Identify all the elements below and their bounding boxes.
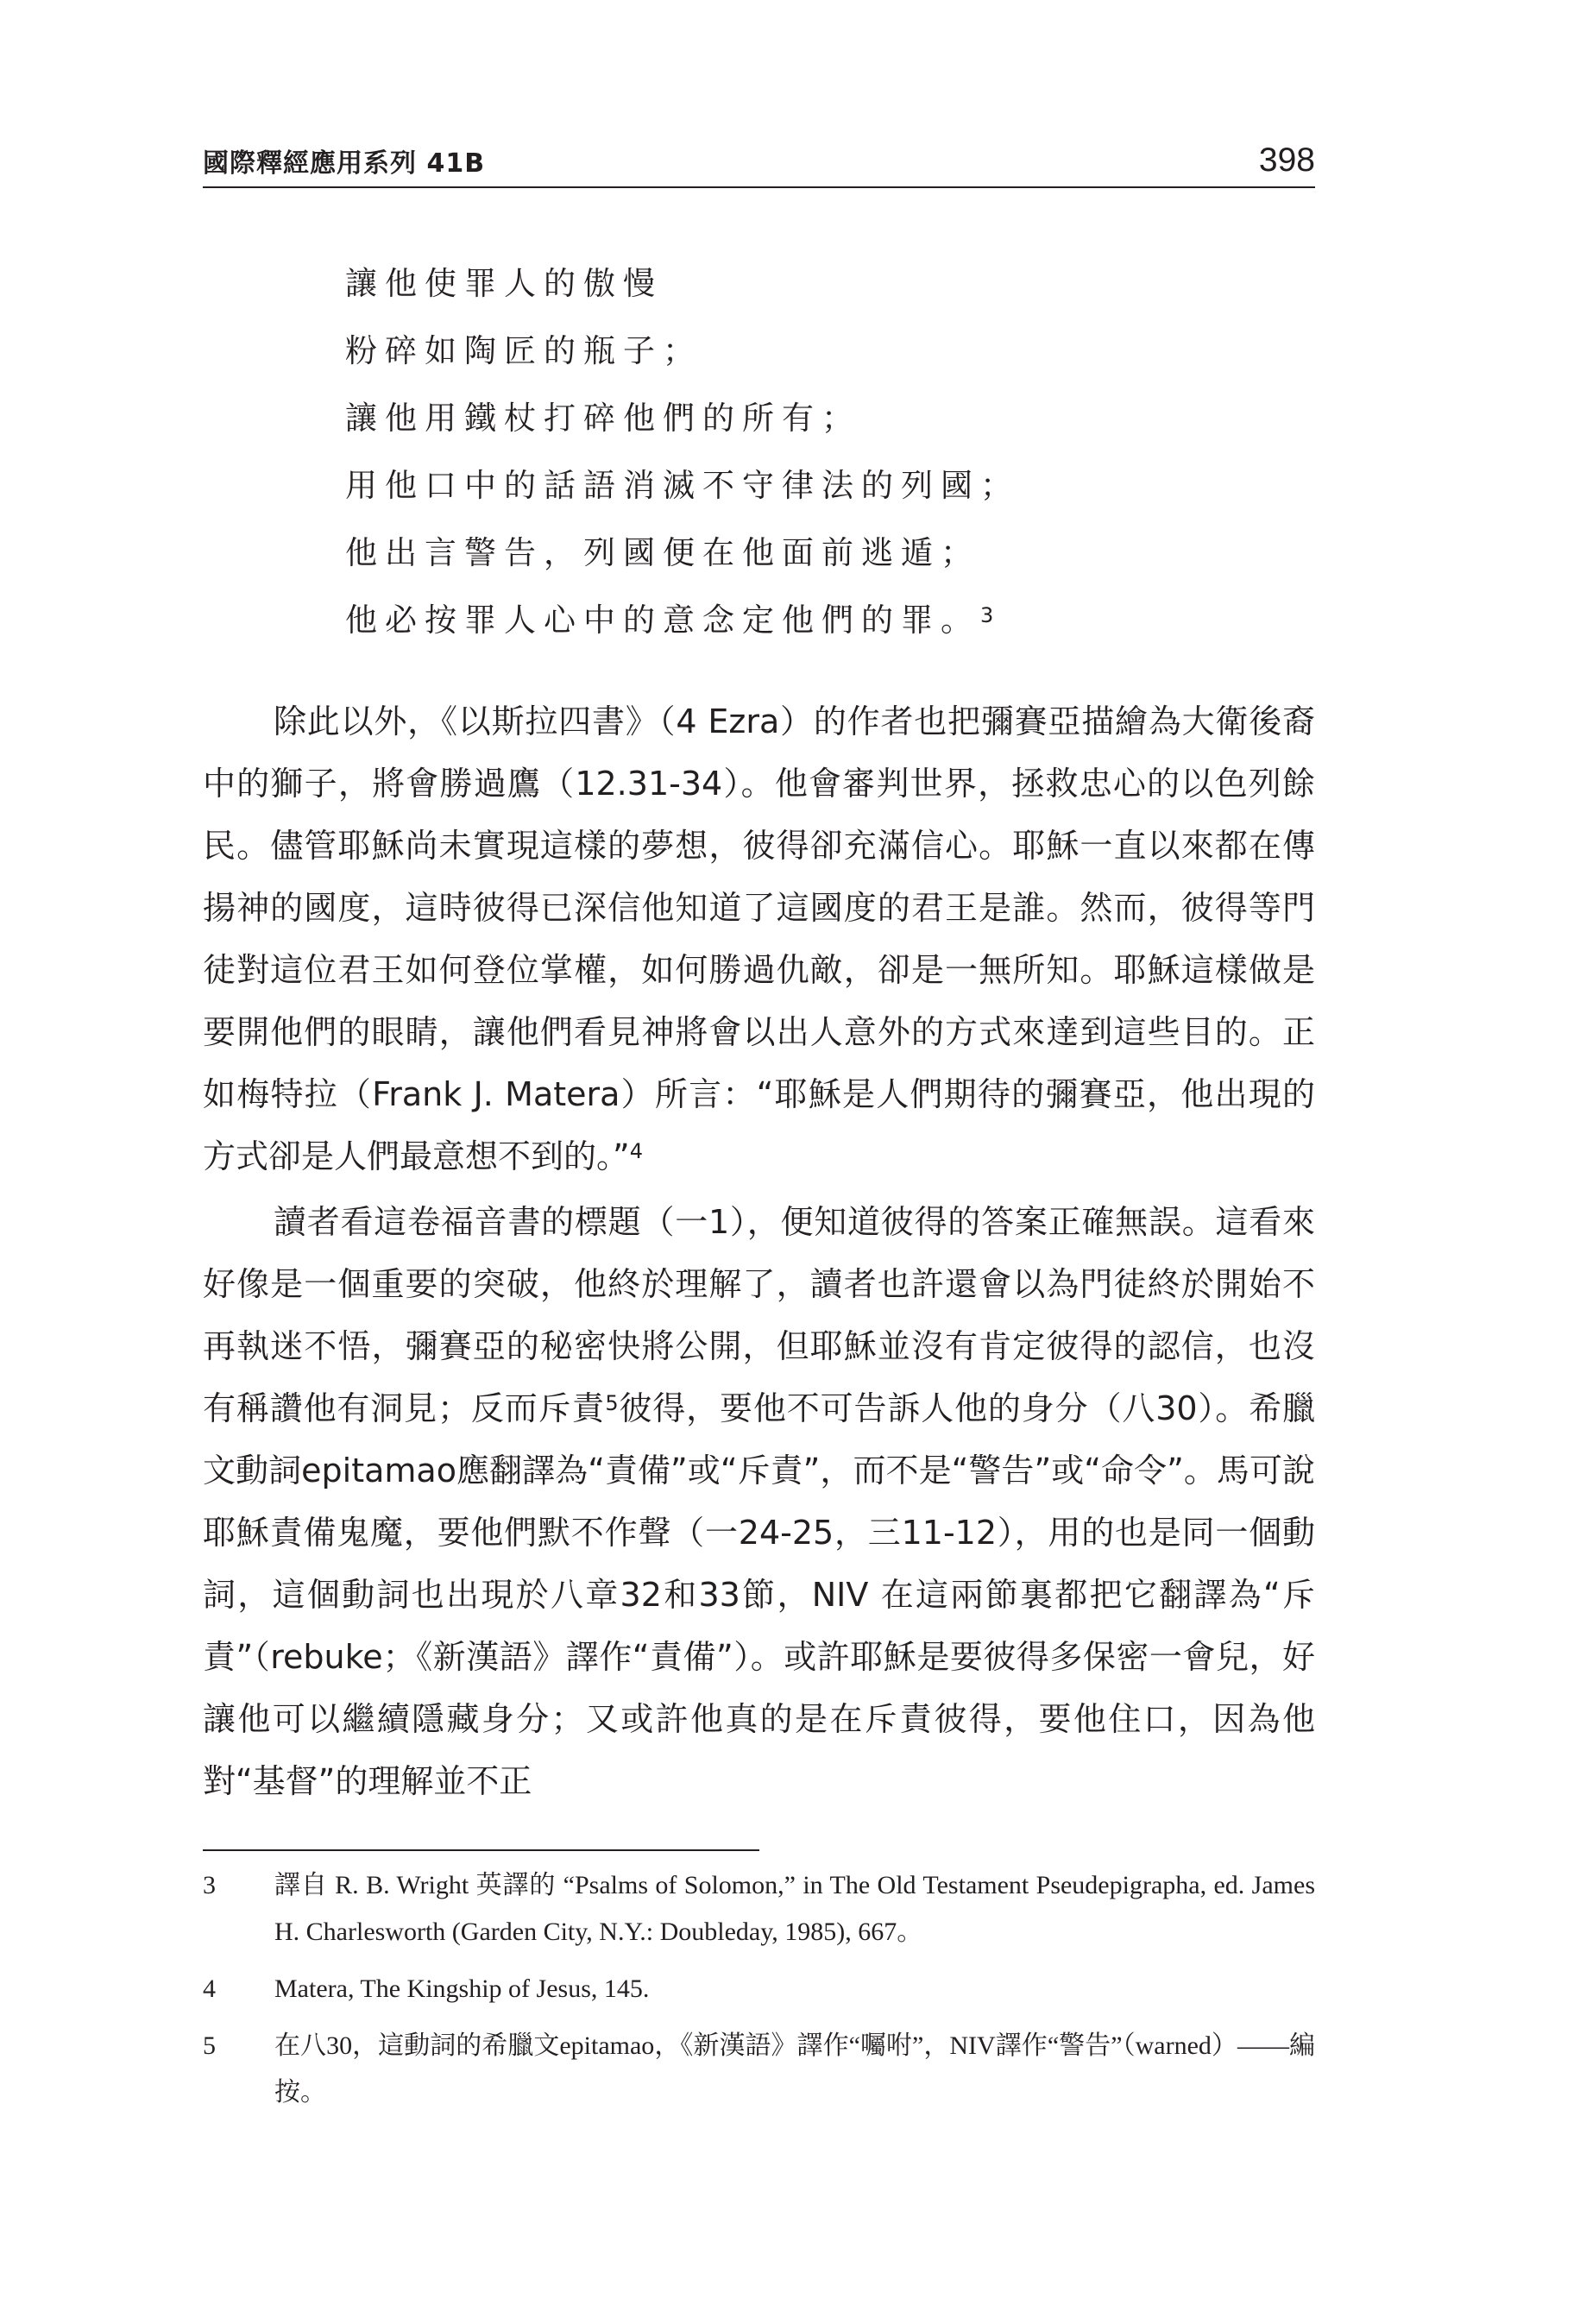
poem-line: 讓他用鐵杖打碎他們的所有； — [345, 400, 861, 437]
paragraph-1-text: 除此以外，《以斯拉四書》（4 Ezra）的作者也把彌賽亞描繪為大衛後裔中的獅子，將會勝過鷹（12.31-34）。他會審判世界，拯救忠心的以色列餘民。儘管耶穌尚未實現這樣的夢想，彼得卻充滿信心。耶穌一直以來都在傳揚神的國度，這時彼得已深信他知道了這國度的君王是誰。然而，彼得等門徒對這位君王如何登位掌權，如何勝過仇敵，卻是一無所知。耶穌這樣做是要開他們的眼睛，讓他們看見神將會以出人意外的方式來達到這些目的。正如梅特拉（Frank J. Matera）所言：“耶穌是人們期待的彌賽亞，他出現的方式卻是人們最意想不到的。” — [203, 702, 1315, 1175]
poem-line-last — [345, 587, 1020, 654]
footnote-ref-4[interactable]: 4 — [629, 1139, 643, 1163]
poem-line: 讓他使罪人的傲慢 — [345, 265, 663, 302]
footnote-number: 4 — [203, 1974, 216, 2003]
footnote-number: 5 — [203, 2031, 216, 2060]
series-title: 國際釋經應用系列 41B — [203, 148, 486, 179]
footnote-text: Matera, The Kingship of Jesus, 145. — [274, 1974, 650, 2003]
paragraph-1 — [203, 690, 1315, 1187]
body-text — [203, 690, 1315, 1812]
footnote-divider — [203, 1849, 759, 1851]
footnote-text: 在八30，這動詞的希臘文epitamao，《新漢語》譯作“囑咐”，NIV譯作“警告”（warned）——編按。 — [274, 2031, 1315, 2107]
paragraph-2-text-b: 彼得，要他不可告訴人他的身分（八30）。希臘文動詞epitamao應翻譯為“責備”或“斥責”，而不是“警告”或“命令”。馬可說耶穌責備鬼魔，要他們默不作聲（一24-25，三11-12），用的也是同一個動詞，這個動詞也出現於八章32和33節，NIV 在這兩節裏都把它翻譯為“斥責”（rebuke；《新漢語》譯作“責備”）。或許耶穌是要彼得多保密一會兒，好讓他可以繼續隱藏身分；又或許他真的是在斥責彼得，要他住口，因為他對“基督”的理解並不正 — [203, 1389, 1315, 1800]
poem-quotation — [345, 250, 1020, 654]
page-number: 398 — [1258, 142, 1315, 179]
footnote-ref-3[interactable]: 3 — [980, 603, 1002, 627]
footnote-3 — [203, 1862, 1315, 1956]
footnote-ref-5[interactable]: 5 — [605, 1391, 619, 1415]
footnote-5 — [203, 2023, 1315, 2116]
poem-line: 粉碎如陶匠的瓶子； — [345, 332, 702, 369]
poem-line: 他出言警告，列國便在他面前逃遁； — [345, 534, 980, 571]
paragraph-2 — [203, 1191, 1315, 1812]
footnotes — [203, 1862, 1315, 2126]
footnote-number: 3 — [203, 1871, 216, 1899]
running-header — [203, 136, 1315, 188]
poem-line-text: 他必按罪人心中的意念定他們的罪。 — [345, 601, 980, 639]
paragraph-2-text-a: 讀者看這卷福音書的標題（一1），便知道彼得的答案正確無誤。這看來好像是一個重要的突破，他終於理解了，讀者也許還會以為門徒終於開始不再執迷不悟，彌賽亞的秘密快將公開，但耶穌並沒有肯定彼得的認信，也沒有稱讚他有洞見；反而斥責 — [203, 1203, 1315, 1427]
footnote-text: 譯自 R. B. Wright 英譯的 “Psalms of Solomon,” in The Old Testament Pseudepigrapha, ed. James H. Charlesworth (Garden City, N.Y.: Doubleday, 1985), 667。 — [274, 1871, 1315, 1946]
poem-line: 用他口中的話語消滅不守律法的列國； — [345, 467, 1020, 504]
footnote-4 — [203, 1966, 1315, 2012]
